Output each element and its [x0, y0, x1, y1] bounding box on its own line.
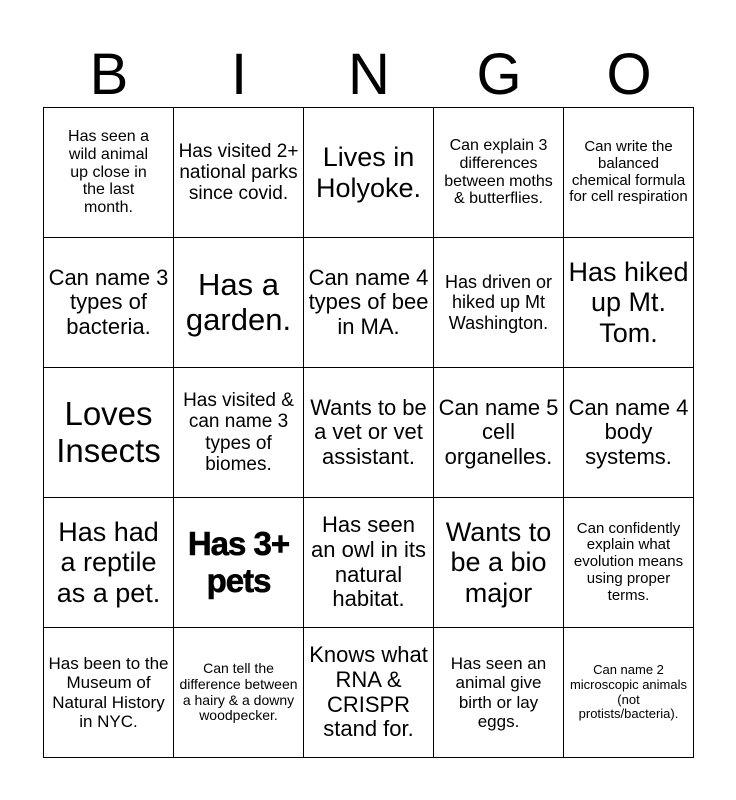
bingo-cell[interactable] [304, 628, 434, 758]
cell-text: Knows what RNA & CRISPR stand for. [309, 642, 428, 742]
bingo-cell[interactable] [304, 108, 434, 238]
bingo-cell[interactable] [174, 238, 304, 368]
cell-text: Has driven or hiked up Mt Washington. [444, 272, 553, 333]
cell-text: Wants to be a vet or vet assistant. [310, 394, 427, 469]
cell-text: Can tell the difference between a hairy & a downy woodpecker. [179, 660, 298, 724]
header-letter-n: N [348, 42, 390, 107]
bingo-cell[interactable] [434, 108, 564, 238]
cell-text: Has had a reptile as a pet. [56, 517, 161, 608]
cell-text: Has a garden. [185, 266, 292, 337]
bingo-cell[interactable] [44, 108, 174, 238]
bingo-cell[interactable] [564, 238, 694, 368]
bingo-cell[interactable] [304, 238, 434, 368]
bingo-cell[interactable] [434, 368, 564, 498]
free-space-cell[interactable] [174, 498, 304, 628]
bingo-cell[interactable] [174, 368, 304, 498]
cell-text: Wants to be a bio major [445, 517, 552, 608]
bingo-cell[interactable] [434, 238, 564, 368]
cell-text: Can name 5 cell organelles. [438, 394, 559, 469]
header-letter-b: B [89, 42, 129, 107]
cell-text: Can name 2 microscopic animals (not protists/bacteria). [569, 662, 688, 722]
bingo-cell[interactable] [434, 628, 564, 758]
cell-text: Can write the balanced chemical formula for cell respiration [569, 137, 688, 206]
bingo-cell[interactable] [174, 108, 304, 238]
bingo-cell[interactable] [174, 628, 304, 758]
cell-text: Can name 4 body systems. [568, 394, 689, 469]
bingo-cell[interactable] [564, 108, 694, 238]
bingo-cell[interactable] [304, 368, 434, 498]
header-letter-o: O [606, 42, 652, 107]
bingo-cell[interactable] [304, 498, 434, 628]
header-letter-i: I [230, 42, 248, 107]
cell-text: Has seen an owl in its natural habitat. [311, 512, 426, 612]
bingo-cell[interactable] [564, 498, 694, 628]
bingo-header [44, 42, 694, 108]
bingo-cell[interactable] [434, 498, 564, 628]
cell-text: Lives in Holyoke. [315, 142, 422, 203]
cell-text: Can confidently explain what evolution means using proper terms. [573, 519, 684, 604]
cell-text: Can name 4 types of bee in MA. [308, 264, 429, 339]
cell-text: Has visited 2+ national parks since covid. [178, 140, 299, 205]
cell-text: Has been to the Museum of Natural History in NYC. [48, 654, 169, 731]
cell-text: Has hiked up Mt. Tom. [568, 257, 689, 348]
bingo-cell[interactable] [44, 368, 174, 498]
bingo-cell[interactable] [564, 368, 694, 498]
cell-text: Has visited & can name 3 types of biomes. [183, 389, 294, 475]
header-letter-g: G [476, 42, 522, 107]
cell-text: Has seen an animal give birth or lay eggs. [450, 654, 547, 731]
cell-text: Has seen a wild animal up close in the last month. [68, 127, 149, 217]
cell-text: Has 3+ pets [187, 524, 290, 599]
bingo-cell[interactable] [44, 498, 174, 628]
bingo-cell[interactable] [44, 238, 174, 368]
cell-text: Loves Insects [56, 394, 161, 469]
bingo-board [43, 107, 694, 758]
cell-text: Can explain 3 differences between moths & butterflies. [444, 136, 553, 208]
bingo-cell[interactable] [44, 628, 174, 758]
cell-text: Can name 3 types of bacteria. [48, 264, 169, 339]
bingo-cell[interactable] [564, 628, 694, 758]
